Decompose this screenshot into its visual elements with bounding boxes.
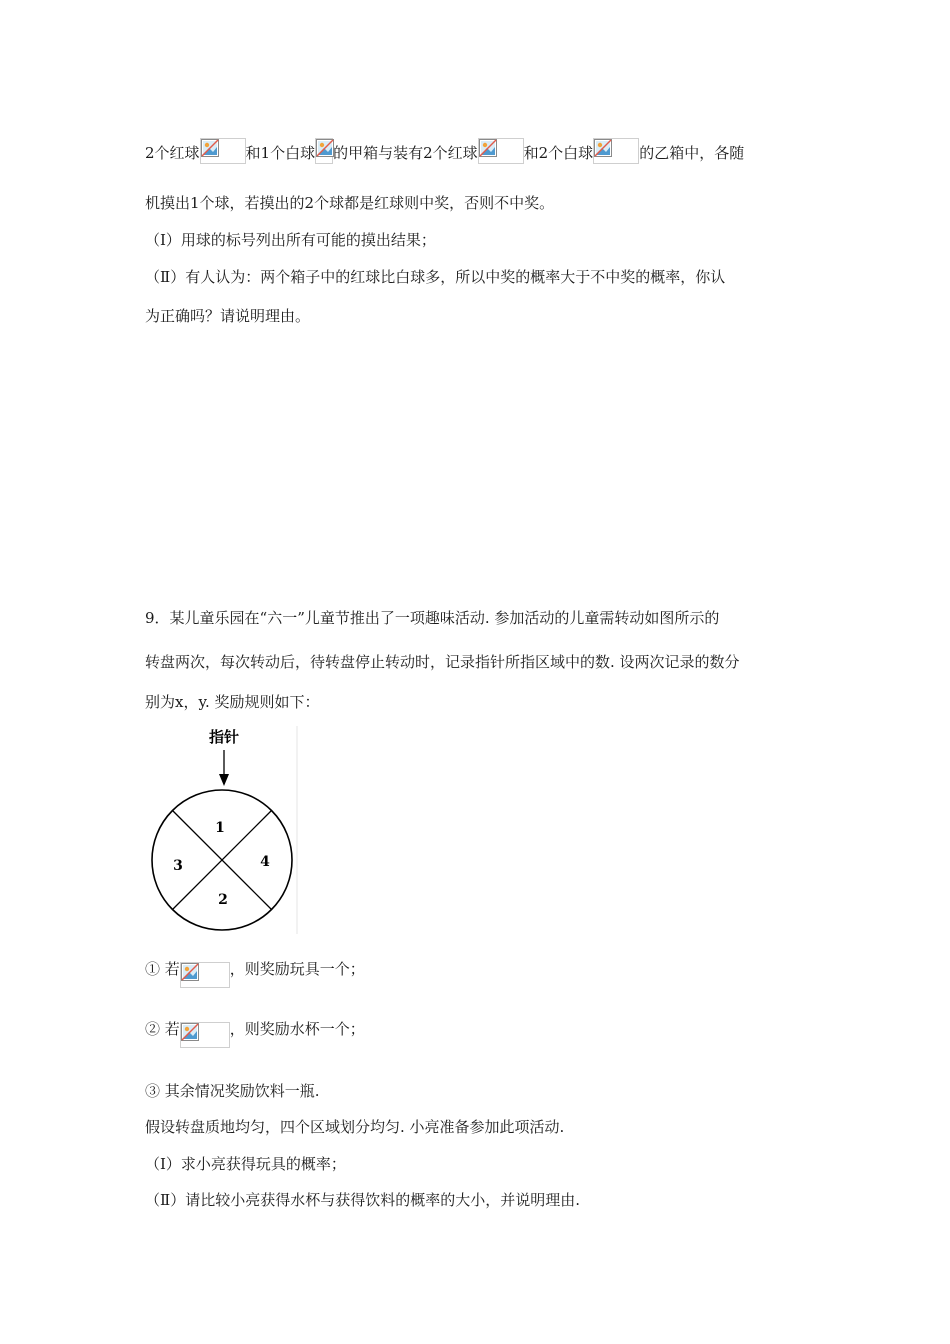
sector-left-label: 3 (173, 858, 183, 874)
spinner-figure (145, 724, 305, 939)
sector-right-label: 4 (260, 854, 270, 870)
sector-bottom-label: 2 (218, 892, 228, 908)
q8-part-2: （Ⅱ）有人认为：两个箱子中的红球比白球多，所以中奖的概率大于不中奖的概率，你认 (145, 268, 726, 286)
broken-image-icon (181, 963, 199, 981)
formula-image-4 (593, 138, 639, 164)
q8-text-box-a: 的甲箱与装有2个红球 (333, 144, 478, 162)
broken-image-icon (181, 1023, 199, 1041)
broken-image-icon (201, 139, 219, 157)
q8-part-1: （Ⅰ）用球的标号列出所有可能的摸出结果； (145, 231, 436, 249)
rule-2-suffix: ，则奖励水杯一个； (229, 1020, 365, 1038)
q9-line-3: 别为x，y. 奖励规则如下： (145, 693, 320, 711)
q8-line-2: 机摸出1个球，若摸出的2个球都是红球则中奖，否则不中奖。 (145, 194, 555, 212)
rule-1-prefix: ① 若 (145, 960, 180, 978)
q8-line-5: 为正确吗？请说明理由。 (145, 307, 311, 325)
broken-image-icon (594, 139, 612, 157)
rule-1 (145, 958, 365, 988)
rule-3: ③ 其余情况奖励饮料一瓶. (145, 1082, 320, 1100)
formula-image-2 (315, 138, 333, 164)
spinner-diagram (145, 724, 305, 939)
q8-text-red-balls: 2个红球 (145, 144, 200, 162)
rule-1-suffix: ，则奖励玩具一个； (229, 960, 365, 978)
rule-2-prefix: ② 若 (145, 1020, 180, 1038)
pointer-label: 指针 (208, 728, 240, 746)
q8-text-white-ball: 和1个白球 (245, 144, 316, 162)
q9-line-2: 转盘两次，每次转动后，待转盘停止转动时，记录指针所指区域中的数. 设两次记录的数分 (145, 653, 740, 671)
formula-image-3 (478, 138, 524, 164)
formula-image-6 (180, 1022, 230, 1048)
sector-top-label: 1 (215, 820, 225, 836)
q8-line-1 (145, 138, 744, 164)
q9-assumption: 假设转盘质地均匀，四个区域划分均匀. 小亮准备参加此项活动. (145, 1118, 565, 1136)
q9-line-1: 9．某儿童乐园在“六一”儿童节推出了一项趣味活动. 参加活动的儿童需转动如图所示的 (145, 609, 720, 627)
q9-part-1: （Ⅰ）求小亮获得玩具的概率； (145, 1155, 346, 1173)
formula-image-5 (180, 962, 230, 988)
broken-image-icon (479, 139, 497, 157)
q8-text-white-balls: 和2个白球 (523, 144, 594, 162)
broken-image-icon (316, 139, 334, 157)
rule-2 (145, 1018, 365, 1048)
formula-image-1 (200, 138, 246, 164)
q8-text-box-b: 的乙箱中，各随 (639, 144, 745, 162)
q9-part-2: （Ⅱ）请比较小亮获得水杯与获得饮料的概率的大小，并说明理由. (145, 1191, 580, 1209)
